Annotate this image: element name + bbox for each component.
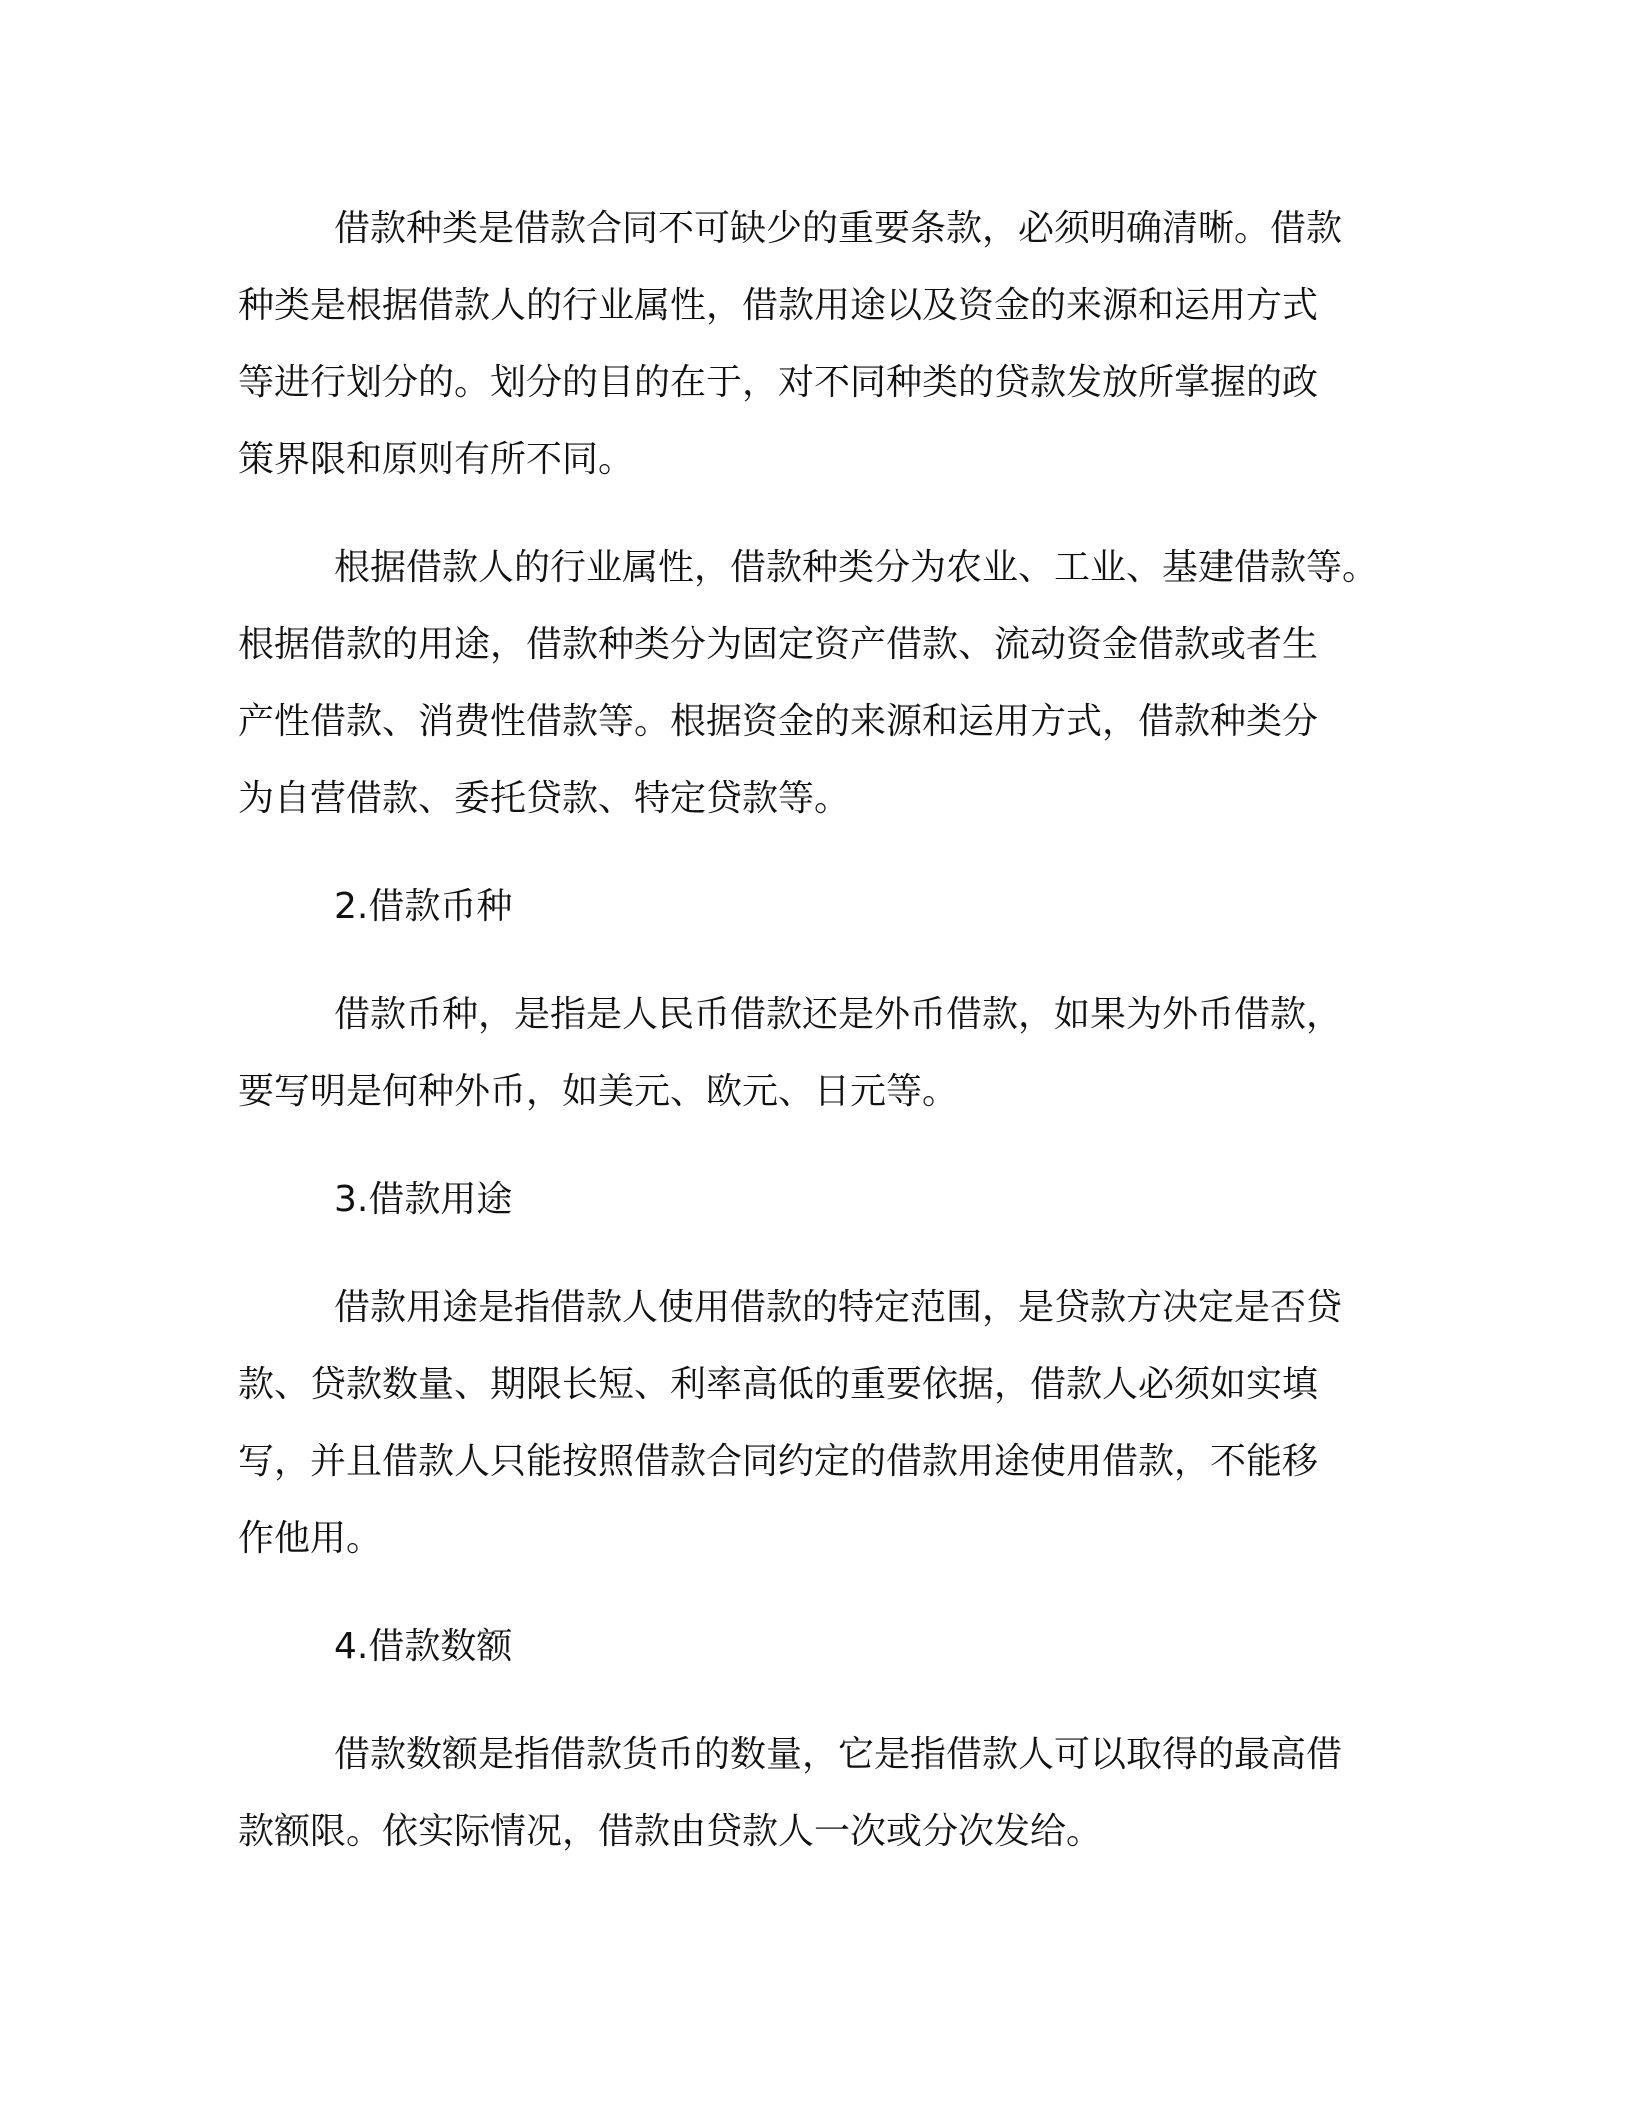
text-line: 借款币种，是指是人民币借款还是外币借款，如果为外币借款，: [334, 994, 1343, 1035]
text-line: 根据借款的用途，借款种类分为固定资产借款、流动资金借款或者生: [238, 624, 1319, 665]
document-body: [238, 190, 1388, 1901]
text-line: 款额限。依实际情况，借款由贷款人一次或分次发给。: [238, 1811, 1103, 1852]
text-line: 借款种类是借款合同不可缺少的重要条款，必须明确清晰。借款: [334, 208, 1343, 249]
text-line: 要写明是何种外币，如美元、欧元、日元等。: [238, 1071, 959, 1112]
text-line: 策界限和原则有所不同。: [238, 439, 635, 480]
text-line: 作他用。: [238, 1518, 383, 1559]
text-line: 产性借款、消费性借款等。根据资金的来源和运用方式，借款种类分: [238, 701, 1319, 742]
section-heading-amount: 4.借款数额: [334, 1626, 513, 1667]
text-line: 根据借款人的行业属性，借款种类分为农业、工业、基建借款等。: [334, 547, 1379, 588]
text-line: 等进行划分的。划分的目的在于，对不同种类的贷款发放所掌握的政: [238, 362, 1319, 403]
text-line: 种类是根据借款人的行业属性，借款用途以及资金的来源和运用方式: [238, 285, 1319, 326]
text-line: 款、贷款数量、期限长短、利率高低的重要依据，借款人必须如实填: [238, 1364, 1319, 1405]
paragraph-purpose: [238, 1269, 1388, 1577]
paragraph-loan-type-intro: [238, 190, 1388, 498]
paragraph-amount: [238, 1716, 1388, 1870]
text-line: 为自营借款、委托贷款、特定贷款等。: [238, 778, 851, 819]
section-heading-purpose: 3.借款用途: [334, 1179, 513, 1220]
paragraph-loan-type-categories: [238, 529, 1388, 837]
text-line: 借款用途是指借款人使用借款的特定范围，是贷款方决定是否贷: [334, 1287, 1343, 1328]
section-heading-currency: 2.借款币种: [334, 886, 513, 927]
text-line: 写，并且借款人只能按照借款合同约定的借款用途使用借款，不能移: [238, 1441, 1319, 1482]
text-line: 借款数额是指借款货币的数量，它是指借款人可以取得的最高借: [334, 1734, 1343, 1775]
paragraph-currency: [238, 976, 1388, 1130]
